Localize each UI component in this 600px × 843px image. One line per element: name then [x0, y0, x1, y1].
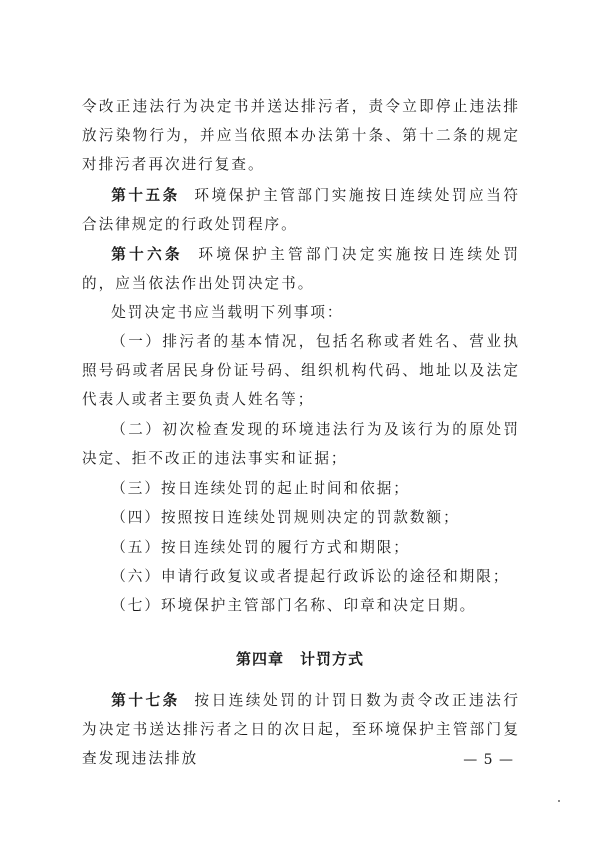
item-2	[82, 415, 520, 473]
item-3	[82, 474, 520, 503]
article-15	[82, 181, 520, 239]
article-16-body: 环境保护主管部门决定实施按日连续处罚的，应当依法作出处罚决定书。	[82, 246, 520, 292]
page-number: — 5 —	[463, 752, 514, 768]
item-3-text: （三）按日连续处罚的起止时间和依据；	[111, 480, 410, 497]
item-7	[82, 591, 520, 620]
item-7-text: （七）环境保护主管部门名称、印章和决定日期。	[111, 597, 477, 614]
item-4-text: （四）按照按日连续处罚规则决定的罚款数额；	[111, 509, 460, 526]
item-6	[82, 562, 520, 591]
item-1-text: （一）排污者的基本情况，包括名称或者姓名、营业执照号码或者居民身份证号码、组织机构代码、地址以及法定代表人或者主要负责人姓名等；	[82, 333, 520, 408]
article-17	[82, 686, 520, 773]
scan-speck	[558, 800, 560, 802]
article-17-title: 第十七条	[111, 692, 180, 709]
article-17-body: 按日连续处罚的计罚日数为责令改正违法行为决定书送达排污者之日的次日起，至环境保护主管部门复查发现违法排放	[82, 692, 520, 767]
article-15-title: 第十五条	[111, 187, 180, 204]
chapter-title: 计罚方式	[300, 650, 365, 668]
item-5-text: （五）按日连续处罚的履行方式和期限；	[111, 539, 410, 556]
item-2-text: （二）初次检查发现的环境违法行为及该行为的原处罚决定、拒不改正的违法事实和证据；	[82, 421, 520, 467]
article-16-title: 第十六条	[111, 246, 183, 263]
item-4	[82, 503, 520, 532]
item-1	[82, 327, 520, 414]
article-15-body: 环境保护主管部门实施按日连续处罚应当符合法律规定的行政处罚程序。	[82, 187, 520, 233]
item-5	[82, 533, 520, 562]
article-16	[82, 240, 520, 298]
items-intro-text: 处罚决定书应当载明下列事项：	[111, 304, 344, 321]
paragraph-text: 令改正违法行为决定书并送达排污者，责令立即停止违法排放污染物行为，并应当依照本办法第十条、第十二条的规定对排污者再次进行复查。	[82, 98, 520, 173]
chapter-number: 第四章	[235, 650, 284, 668]
paragraph-continuation	[82, 92, 520, 179]
items-intro	[82, 298, 520, 327]
chapter-heading	[0, 648, 600, 669]
item-6-text: （六）申请行政复议或者提起行政诉讼的途径和期限；	[111, 568, 510, 585]
